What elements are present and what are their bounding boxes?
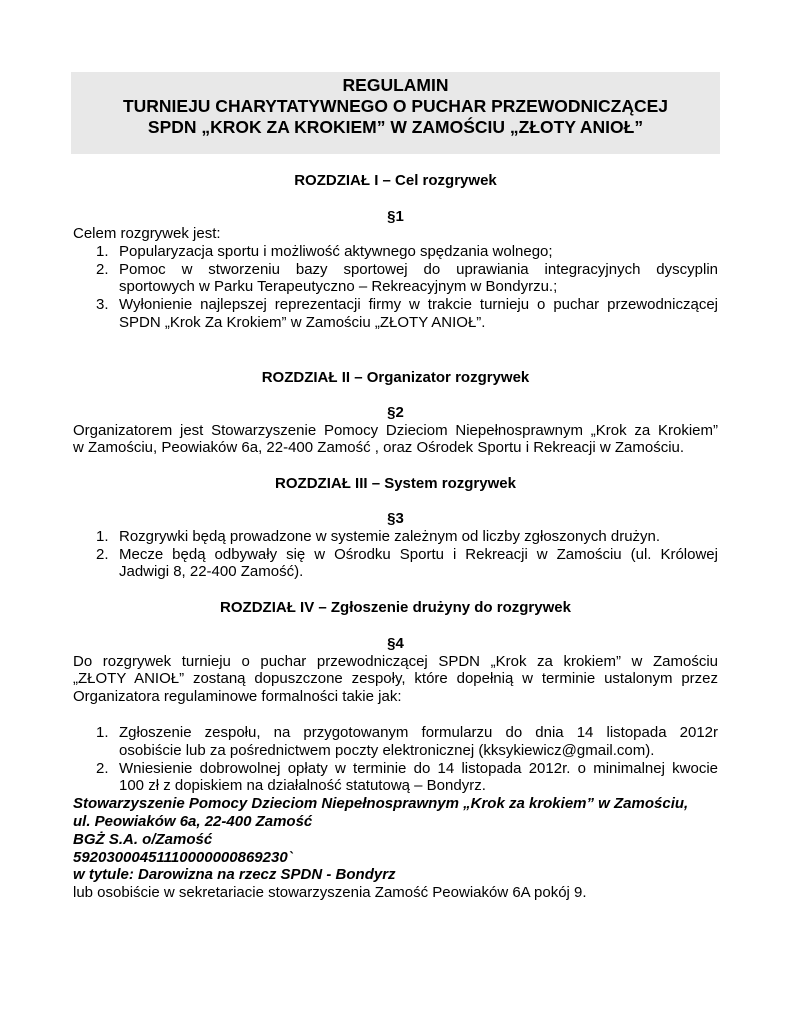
list-item-text: Wyłonienie najlepszej reprezentacji firmy w trakcie turnieju o puchar przewodniczącej <box>119 296 718 313</box>
bank-name: BGŻ S.A. o/Zamość <box>73 831 213 848</box>
title-tournament: TURNIEJU CHARYTATYWNEGO O PUCHAR PRZEWODNICZĄCEJ <box>122 96 669 116</box>
title-box <box>71 72 720 154</box>
chapter-2-paragraph-line: w Zamościu, Peowiaków 6a, 22-400 Zamość , oraz Ośrodek Sportu i Rekreacji w Zamościu. <box>73 439 685 456</box>
bank-account-number: 59203000451110000000869230` <box>73 849 293 866</box>
list-item-text: Jadwigi 8, 22-400 Zamość). <box>119 563 304 580</box>
chapter-4-paragraph-line: Do rozgrywek turnieju o puchar przewodniczącej SPDN „Krok za krokiem” w Zamościu <box>73 653 718 670</box>
bank-address: ul. Peowiaków 6a, 22-400 Zamość <box>73 813 313 830</box>
section-2-mark: §2 <box>387 404 404 421</box>
chapter-1-heading: ROZDZIAŁ I – Cel rozgrywek <box>294 172 497 189</box>
chapter-1-intro: Celem rozgrywek jest: <box>73 225 221 242</box>
list-item-text: osobiście lub za pośrednictwem poczty elektronicznej (kksykiewicz@gmail.com). <box>119 742 655 759</box>
list-item-text: Mecze będą odbywały się w Ośrodku Sportu i Rekreacji w Zamościu (ul. Królowej <box>119 546 718 563</box>
bank-account-holder: Stowarzyszenie Pomocy Dzieciom Niepełnosprawnym „Krok za krokiem” w Zamościu, <box>73 795 689 812</box>
list-item-text: Rozgrywki będą prowadzone w systemie zależnym od liczby zgłoszonych drużyn. <box>119 528 661 545</box>
transfer-title: w tytule: Darowizna na rzecz SPDN - Bondyrz <box>73 866 396 883</box>
chapter-2-heading: ROZDZIAŁ II – Organizator rozgrywek <box>261 369 530 386</box>
list-item-number: 2. <box>96 546 109 563</box>
section-1-mark: §1 <box>387 208 404 225</box>
chapter-4-paragraph-line: „ZŁOTY ANIOŁ” zostaną dopuszczone zespoły, które dopełnią w terminie ustalonym przez <box>73 670 718 687</box>
section-3-mark: §3 <box>387 510 404 527</box>
list-item-text: Zgłoszenie zespołu, na przygotowanym formularzu do dnia 14 listopada 2012r <box>119 724 718 741</box>
list-item-number: 2. <box>96 261 109 278</box>
list-item-number: 1. <box>96 724 109 741</box>
chapter-3-heading: ROZDZIAŁ III – System rozgrywek <box>275 475 516 492</box>
list-item-text: Wniesienie dobrowolnej opłaty w terminie do 14 listopada 2012r. o minimalnej kwocie <box>119 760 718 777</box>
list-item-number: 1. <box>96 243 109 260</box>
list-item-text: Popularyzacja sportu i możliwość aktywnego spędzania wolnego; <box>119 243 553 260</box>
title-organization: SPDN „KROK ZA KROKIEM” W ZAMOŚCIU „ZŁOTY ANIOŁ” <box>147 117 644 137</box>
section-4-mark: §4 <box>387 635 404 652</box>
list-item-number: 2. <box>96 760 109 777</box>
list-item-text: sportowych w Parku Terapeutyczno – Rekreacyjnym w Bondyrzu.; <box>119 278 558 295</box>
list-item-text: SPDN „Krok Za Krokiem” w Zamościu „ZŁOTY ANIOŁ”. <box>119 314 486 331</box>
chapter-4-paragraph-line: Organizatora regulaminowe formalności takie jak: <box>73 688 402 705</box>
list-item-text: Pomoc w stworzeniu bazy sportowej do uprawiania integracyjnych dyscyplin <box>119 261 718 278</box>
in-person-note: lub osobiście w sekretariacie stowarzyszenia Zamość Peowiaków 6A pokój 9. <box>73 884 587 901</box>
chapter-4-heading: ROZDZIAŁ IV – Zgłoszenie drużyny do rozgrywek <box>220 599 571 616</box>
list-item-text: 100 zł z dopiskiem na działalność statutową – Bondyrz. <box>119 777 486 794</box>
list-item-number: 3. <box>96 296 109 313</box>
list-item-number: 1. <box>96 528 109 545</box>
chapter-2-paragraph-line: Organizatorem jest Stowarzyszenie Pomocy Dzieciom Niepełnosprawnym „Krok za Krokiem” <box>73 422 718 439</box>
title-regulamin: REGULAMIN <box>342 75 449 95</box>
